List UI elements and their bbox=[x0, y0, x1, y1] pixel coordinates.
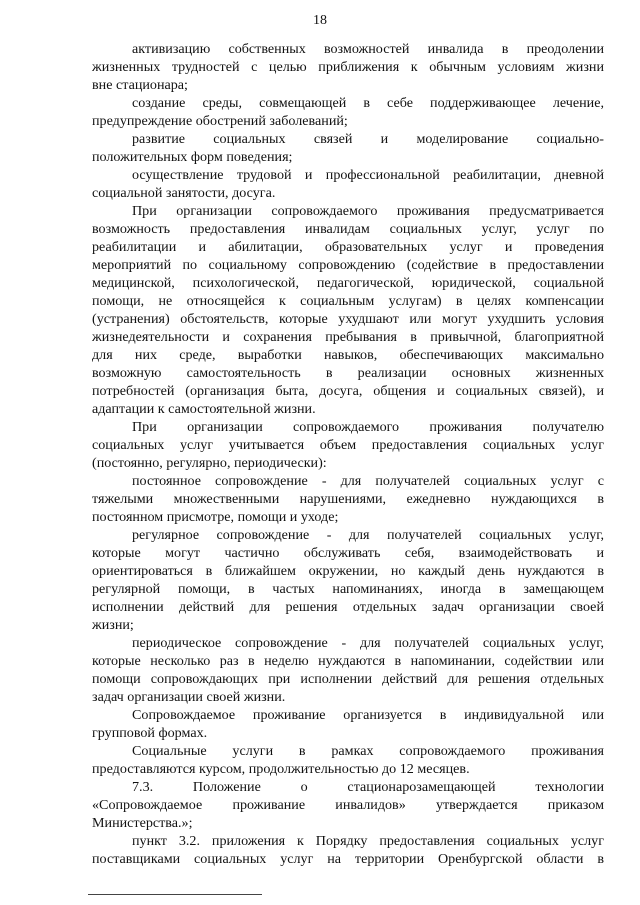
text-line: развитие социальных связей и моделирование социально- bbox=[132, 131, 604, 147]
text-line: социальных услуг учитывается объем предоставления социальных услуг bbox=[92, 437, 604, 453]
text-line: Социальные услуги в рамках сопровождаемого проживания bbox=[132, 743, 604, 759]
text-line: Сопровождаемое проживание организуется в индивидуальной или bbox=[132, 707, 604, 723]
text-line: предоставляются курсом, продолжительностью до 12 месяцев. bbox=[92, 761, 470, 777]
text-line: помощи сопровождающих при исполнении действий для решения отдельных bbox=[92, 671, 604, 687]
text-line: социальной занятости, досуга. bbox=[92, 185, 276, 201]
text-line: активизацию собственных возможностей инвалида в преодолении bbox=[132, 41, 604, 57]
text-line: поставщиками социальных услуг на территории Оренбургской области в bbox=[92, 851, 604, 867]
text-line: осуществление трудовой и профессиональной реабилитации, дневной bbox=[132, 167, 604, 183]
text-line: пункт 3.2. приложения к Порядку предоставления социальных услуг bbox=[132, 833, 604, 849]
text-line: Министерства.»; bbox=[92, 815, 193, 831]
text-line: задач организации своей жизни. bbox=[92, 689, 286, 705]
text-line: 7.3. Положение о стационарозамещающей технологии bbox=[132, 779, 604, 795]
text-line: потребностей (организация быта, досуга, общения и социальных связей), и bbox=[92, 383, 604, 399]
text-line: тяжелыми множественными нарушениями, ежедневно нуждающихся в bbox=[92, 491, 604, 507]
text-line: периодическое сопровождение - для получателей социальных услуг, bbox=[132, 635, 604, 651]
text-line: (постоянно, регулярно, периодически): bbox=[92, 455, 327, 471]
text-line: возможную самостоятельность в реализации основных жизненных bbox=[92, 365, 604, 381]
text-line: адаптации к самостоятельной жизни. bbox=[92, 401, 316, 417]
text-line: ориентироваться в ближайшем окружении, но каждый день нуждаются в bbox=[92, 563, 604, 579]
text-line: мероприятий по социальному сопровождению (содействие в предоставлении bbox=[92, 257, 604, 273]
text-line: регулярное сопровождение - для получателей социальных услуг, bbox=[132, 527, 604, 543]
text-line: реабилитации и абилитации, образовательных услуг и проведения bbox=[92, 239, 604, 255]
text-line: При организации сопровождаемого проживания получателю bbox=[132, 419, 604, 435]
text-line: «Сопровождаемое проживание инвалидов» утверждается приказом bbox=[92, 797, 604, 813]
text-line: которые могут частично обслуживать себя, взаимодействовать и bbox=[92, 545, 604, 561]
text-line: жизни; bbox=[92, 617, 134, 633]
footer-rule bbox=[88, 894, 262, 895]
text-line: которые несколько раз в неделю нуждаются в напоминании, содействии или bbox=[92, 653, 604, 669]
text-line: предупреждение обострений заболеваний; bbox=[92, 113, 348, 129]
text-line: жизненных трудностей с целью приближения к обычным условиям жизни bbox=[92, 59, 604, 75]
text-line: постоянном присмотре, помощи и уходе; bbox=[92, 509, 339, 525]
text-line: групповой формах. bbox=[92, 725, 208, 741]
text-line: положительных форм поведения; bbox=[92, 149, 293, 165]
text-line: создание среды, совмещающей в себе поддерживающее лечение, bbox=[132, 95, 604, 111]
text-line: для них среде, выработки навыков, обеспечивающих максимально bbox=[92, 347, 604, 363]
text-line: (устранения) обстоятельств, которые ухудшают или могут ухудшить условия bbox=[92, 311, 604, 327]
text-line: возможность предоставления инвалидам социальных услуг, услуг по bbox=[92, 221, 604, 237]
text-line: исполнении действий для решения отдельных задач организации своей bbox=[92, 599, 604, 615]
text-line: При организации сопровождаемого проживания предусматривается bbox=[132, 203, 604, 219]
text-line: жизнедеятельности и сохранения пребывания в привычной, благоприятной bbox=[92, 329, 604, 345]
text-line: помощи, не относящейся к социальным услугам) в целях компенсации bbox=[92, 293, 604, 309]
text-line: регулярной помощи, в частых напоминаниях, иногда в замещающем bbox=[92, 581, 604, 597]
document-body bbox=[92, 40, 604, 868]
text-line: постоянное сопровождение - для получателей социальных услуг с bbox=[132, 473, 604, 489]
text-line: вне стационара; bbox=[92, 77, 188, 93]
page-number: 18 bbox=[313, 13, 327, 28]
text-line: медицинской, психологической, педагогической, юридической, социальной bbox=[92, 275, 604, 291]
